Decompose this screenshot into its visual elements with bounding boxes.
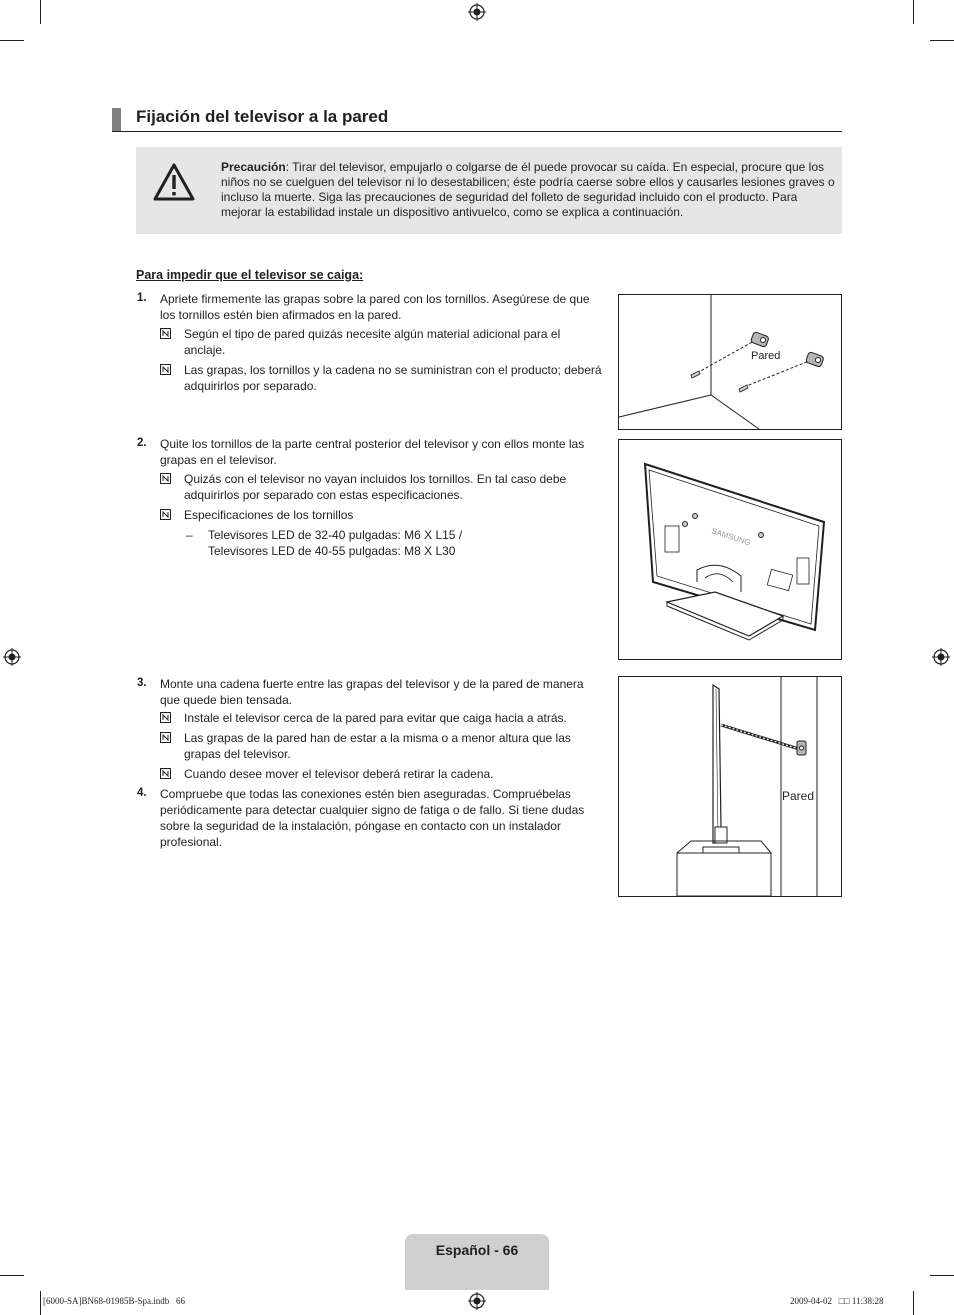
print-timestamp: 2009-04-02 □□ 11:38:28	[790, 1296, 884, 1306]
note-icon	[160, 473, 171, 484]
registration-mark-icon	[932, 648, 950, 666]
tv-back-figure	[618, 439, 842, 660]
caution-text	[221, 160, 839, 220]
registration-mark-icon	[468, 1292, 486, 1310]
tv-side-chain-figure	[618, 676, 842, 897]
note-text: Cuando desee mover el televisor deberá retirar la cadena.	[184, 767, 494, 781]
title-accent-bar	[112, 108, 121, 131]
spec-dash: –	[186, 528, 193, 542]
note-icon	[160, 364, 171, 375]
step-number: 1.	[137, 292, 147, 304]
step-text: Apriete firmemente las grapas sobre la pared con los tornillos. Asegúrese de que los tornillos estén bien afirmados en la pared.	[160, 292, 590, 322]
wall-bracket-figure	[618, 294, 842, 430]
svg-text:SAMSUNG: SAMSUNG	[710, 526, 752, 548]
note-icon	[160, 732, 171, 743]
note-icon	[160, 509, 171, 520]
crop-mark	[913, 0, 914, 24]
page-number-label: Español - 66	[435, 1242, 519, 1258]
step-text: Compruebe que todas las conexiones estén bien aseguradas. Compruébelas periódicamente para detectar cualquier signo de fatiga o de fallo. Si tiene dudas sobre la seguridad de la instalación, póngase en contacto con un instalador profesional.	[160, 787, 585, 849]
figure-label-wall: Pared	[751, 350, 781, 362]
note-text: Las grapas, los tornillos y la cadena no se suministran con el producto; deberá adquirirlos por separado.	[184, 363, 602, 393]
page-title: Fijación del televisor a la pared	[136, 107, 389, 126]
note-text: Las grapas de la pared han de estar a la misma o a menor altura que las grapas del televisor.	[184, 731, 571, 761]
crop-mark	[930, 40, 954, 41]
registration-mark-icon	[3, 648, 21, 666]
note-icon	[160, 328, 171, 339]
spec-line: Televisores LED de 32-40 pulgadas: M6 X L15 /	[208, 528, 463, 542]
spec-line: Televisores LED de 40-55 pulgadas: M8 X L30	[208, 544, 456, 558]
note-text: Quizás con el televisor no vayan incluidos los tornillos. En tal caso debe adquirirlos por separado con estas especificaciones.	[184, 472, 567, 502]
step-number: 4.	[137, 787, 147, 799]
registration-mark-icon	[468, 3, 486, 21]
crop-mark	[40, 0, 41, 24]
crop-mark	[913, 1291, 914, 1315]
step-text: Quite los tornillos de la parte central posterior del televisor y con ellos monte las grapas en el televisor.	[160, 437, 585, 467]
figure-label-wall: Pared	[782, 789, 815, 803]
subheading: Para impedir que el televisor se caiga:	[136, 268, 364, 282]
note-icon	[160, 712, 171, 723]
crop-mark	[0, 1275, 24, 1276]
note-text: Instale el televisor cerca de la pared para evitar que caiga hacia a atrás.	[184, 711, 567, 725]
note-icon	[160, 768, 171, 779]
caution-label: Precaución	[221, 160, 286, 174]
warning-triangle-icon	[153, 163, 195, 201]
title-rule	[112, 131, 842, 132]
step-number: 2.	[137, 437, 147, 449]
step-number: 3.	[137, 677, 147, 689]
caution-body: : Tirar del televisor, empujarlo o colgarse de él puede provocar su caída. En especial, procure que los niños no se cuelguen del televisor ni lo desestabilicen; éste podría caerse sobre ellos y causarles lesiones graves o incluso la muerte. Siga las precauciones de seguridad del folleto de seguridad incluido con el producto. Para mejorar la estabilidad instale un dispositivo antivuelco, como se explica a continuación.	[221, 160, 835, 219]
print-file-info: [6000-SA]BN68-01985B-Spa.indb 66	[43, 1296, 185, 1306]
step-text: Monte una cadena fuerte entre las grapas del televisor y de la pared de manera que quede bien tensada.	[160, 677, 584, 707]
crop-mark	[930, 1275, 954, 1276]
crop-mark	[40, 1291, 41, 1315]
note-text: Según el tipo de pared quizás necesite algún material adicional para el anclaje.	[184, 327, 561, 357]
crop-mark	[0, 40, 24, 41]
note-text: Especificaciones de los tornillos	[184, 508, 354, 522]
